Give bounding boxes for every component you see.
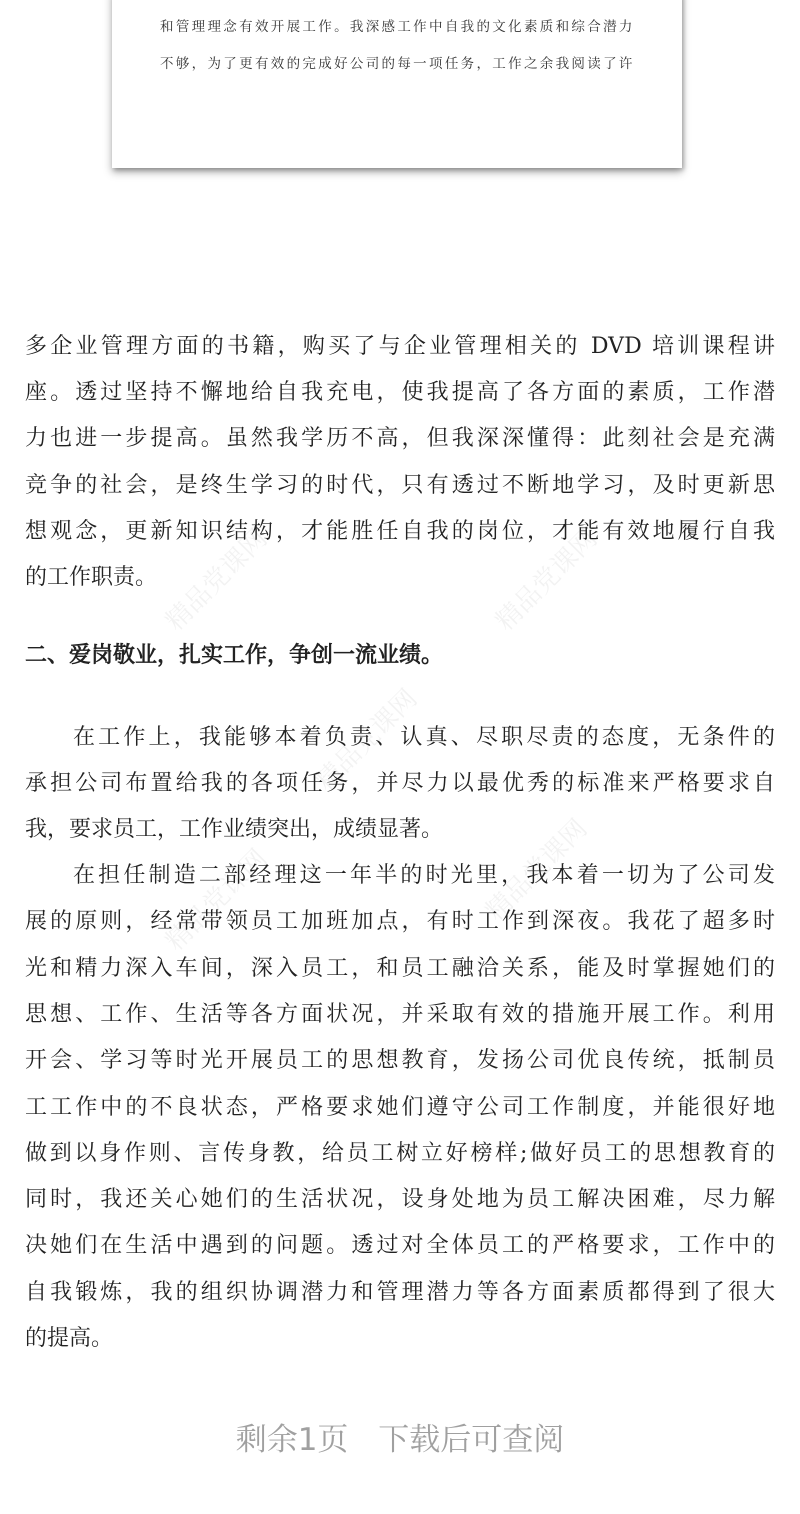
card-text-line: 和管理理念有效开展工作。我深感工作中自我的文化素质和综合潜力 <box>160 19 634 35</box>
text-line: 开会、学习等时光开展员工的思想教育，发扬公司优良传统，抵制员 <box>25 1048 775 1074</box>
watermark: 精品党课网 <box>160 523 274 637</box>
text-line: 思想、工作、生活等各方面状况，并采取有效的措施开展工作。利用 <box>25 1001 775 1027</box>
watermark: 精品党课网 <box>480 813 594 927</box>
card-text-line: 不够，为了更有效的完成好公司的每一项任务，工作之余我阅读了许 <box>160 56 634 72</box>
text-line: 多企业管理方面的书籍，购买了与企业管理相关的 DVD 培训课程讲 <box>25 334 775 359</box>
download-to-view-more-button[interactable]: 剩余1页 下载后可查阅 <box>235 1422 565 1458</box>
text-line: 展的原则，经常带领员工加班加点，有时工作到深夜。我花了超多时 <box>25 909 775 935</box>
text-line: 在担任制造二部经理这一年半的时光里，我本着一切为了公司发 <box>73 863 775 888</box>
text-line: 同时，我还关心她们的生活状况，设身处地为员工解决困难，尽力解 <box>25 1187 775 1213</box>
page-preview-card <box>112 0 682 168</box>
text-line: 光和精力深入车间，深入员工，和员工融洽关系，能及时掌握她们的 <box>25 955 775 981</box>
text-line: 在工作上，我能够本着负责、认真、尽职尽责的态度，无条件的 <box>73 725 775 750</box>
text-line: 决她们在生活中遇到的问题。透过对全体员工的严格要求，工作中的 <box>25 1233 775 1259</box>
section-heading: 二、爱岗敬业，扎实工作，争创一流业绩。 <box>25 643 444 668</box>
text-line: 的工作职责。 <box>25 565 158 590</box>
watermark: 精品党课网 <box>490 523 604 637</box>
text-line: 我，要求员工，工作业绩突出，成绩显著。 <box>25 817 444 842</box>
text-line: 力也进一步提高。虽然我学历不高，但我深深懂得：此刻社会是充满 <box>25 426 775 452</box>
text-line: 做到以身作则、言传身教，给员工树立好榜样;做好员工的思想教育的 <box>25 1140 775 1166</box>
text-line: 自我锻炼，我的组织协调潜力和管理潜力等各方面素质都得到了很大 <box>25 1279 775 1305</box>
text-line: 竞争的社会，是终生学习的时代，只有透过不断地学习，及时更新思 <box>25 472 775 498</box>
text-line: 的提高。 <box>25 1326 114 1351</box>
text-line: 承担公司布置给我的各项任务，并尽力以最优秀的标准来严格要求自 <box>25 771 775 796</box>
watermark: 精品党课网 <box>310 683 424 797</box>
text-line: 座。透过坚持不懈地给自我充电，使我提高了各方面的素质，工作潜 <box>25 380 775 406</box>
text-line: 想观念，更新知识结构，才能胜任自我的岗位，才能有效地履行自我 <box>25 518 775 544</box>
text-line: 工工作中的不良状态，严格要求她们遵守公司工作制度，并能很好地 <box>25 1094 775 1120</box>
watermark: 精品党课网 <box>160 843 274 957</box>
